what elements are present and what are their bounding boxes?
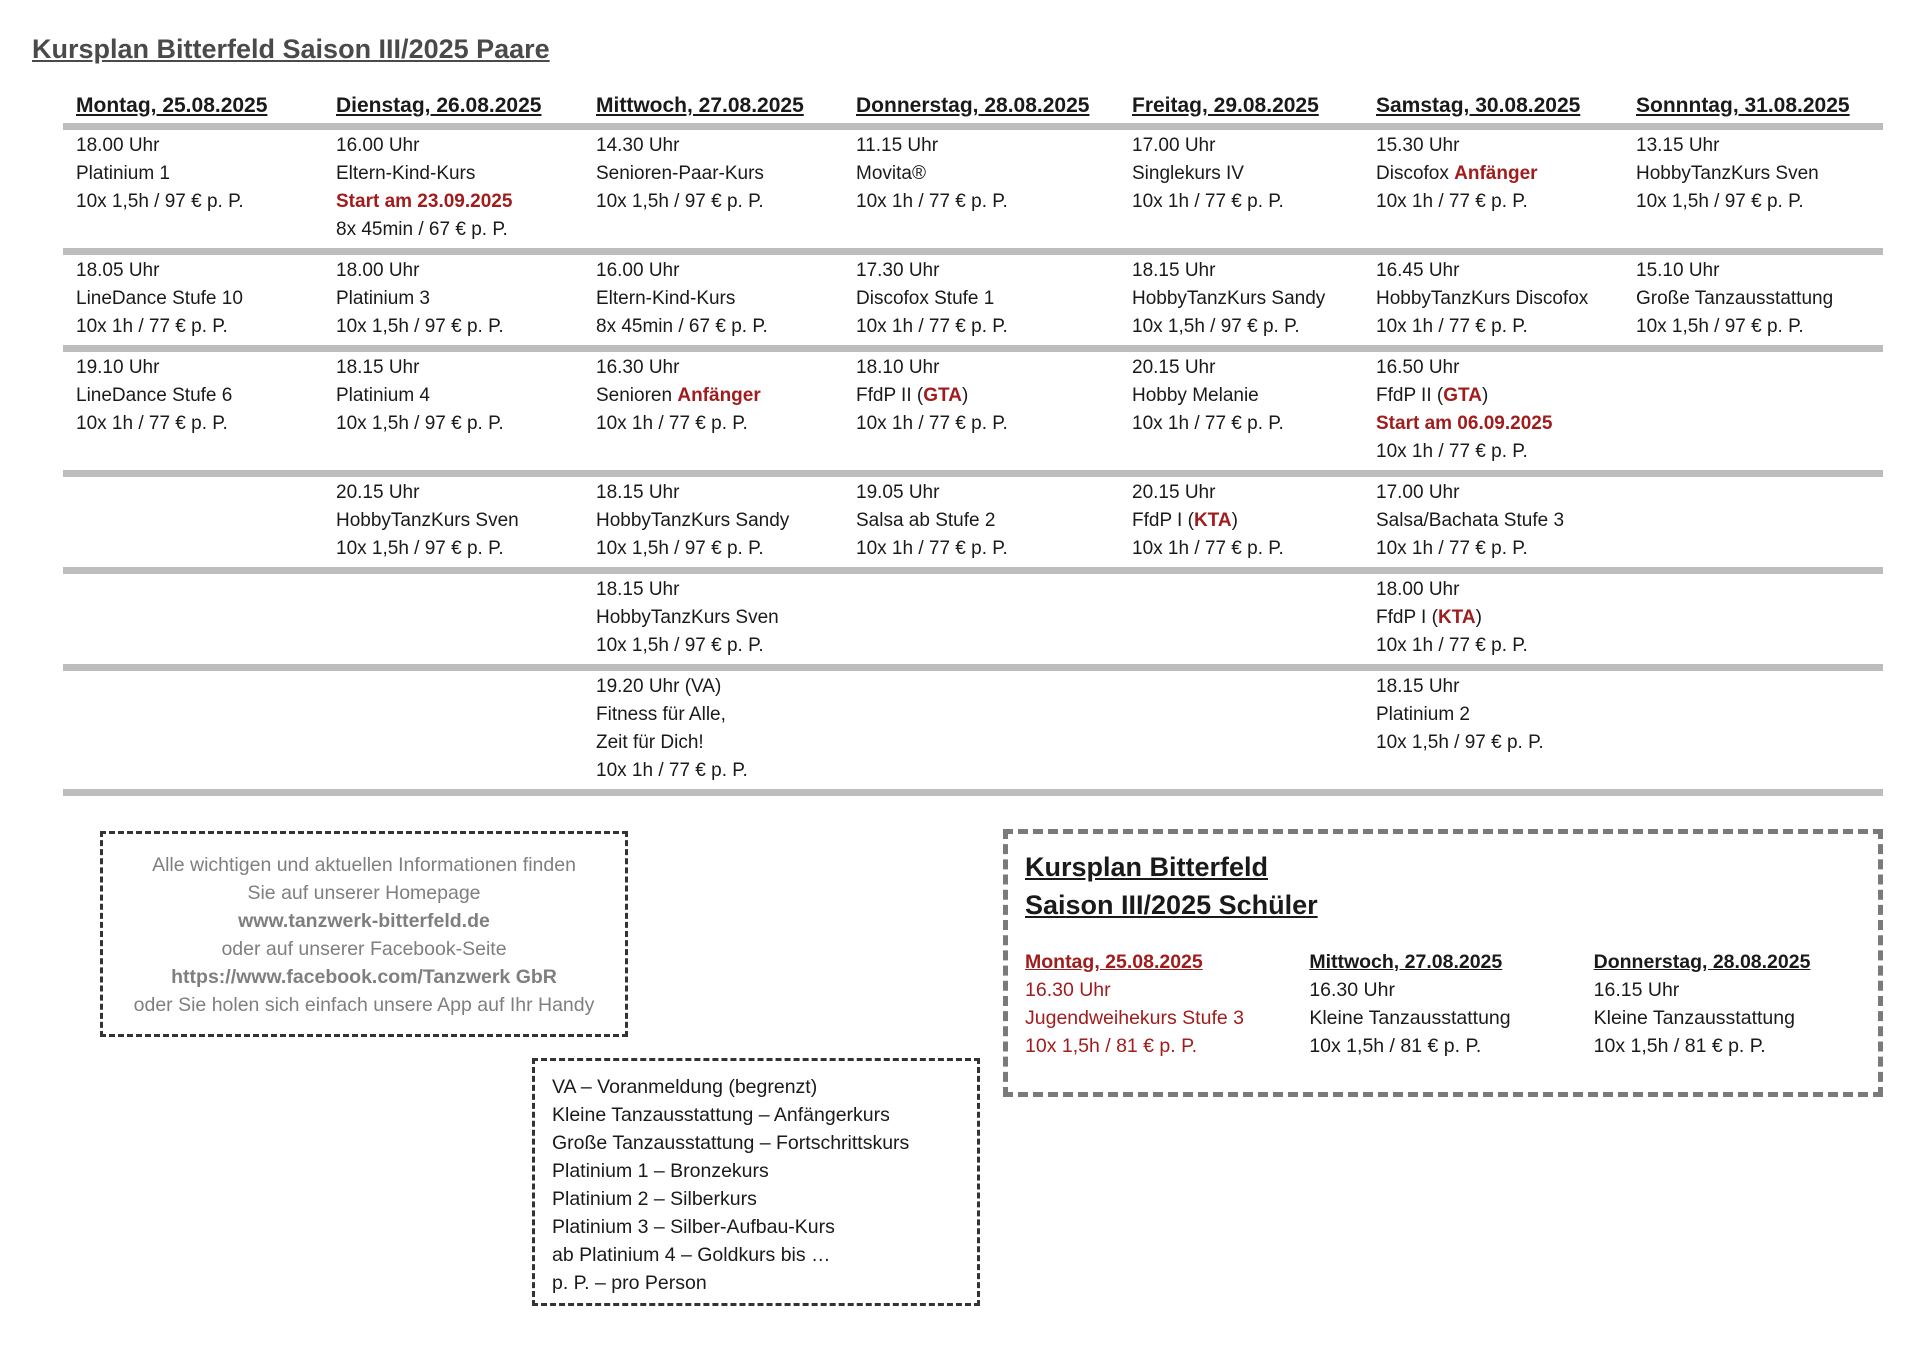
students-course: Jugendweihekurs Stufe 3	[1025, 1007, 1244, 1029]
course-name-part: )	[961, 385, 969, 406]
course-tag: KTA	[1437, 607, 1476, 628]
course-tag: GTA	[1443, 385, 1482, 406]
course-time: 19.05 Uhr	[856, 482, 940, 503]
course-time: 20.15 Uhr	[336, 482, 420, 503]
info-line: Alle wichtigen und aktuellen Informationen finden	[152, 854, 576, 876]
course-details: 10x 1h / 77 € p. P.	[856, 538, 1008, 559]
course-details: 10x 1h / 77 € p. P.	[856, 413, 1008, 434]
course-name	[856, 285, 1119, 313]
course-time: 18.15 Uhr	[596, 579, 680, 600]
course-name-part: HobbyTanzKurs Sven	[1636, 163, 1819, 184]
course-schedule-table	[63, 94, 1883, 796]
course-cell	[843, 474, 1119, 571]
course-name	[336, 507, 583, 535]
course-name-part: Platinium 1	[76, 163, 170, 184]
students-time: 16.30 Uhr	[1309, 979, 1395, 1001]
course-time: 18.15 Uhr	[1132, 260, 1216, 281]
course-cell	[1119, 474, 1363, 571]
students-time: 16.15 Uhr	[1593, 979, 1680, 1001]
students-day-header: Mittwoch, 27.08.2025	[1309, 951, 1503, 973]
course-name-part: Große Tanzausstattung	[1636, 288, 1834, 309]
course-name	[596, 507, 843, 535]
course-cell	[583, 252, 843, 349]
course-name	[1132, 382, 1363, 410]
students-day-header: Montag, 25.08.2025	[1025, 951, 1203, 973]
course-name-part: HobbyTanzKurs Discofox	[1376, 288, 1589, 309]
course-name-part: Fitness für Alle,	[596, 704, 726, 725]
course-cell	[583, 349, 843, 474]
course-time: 20.15 Uhr	[1132, 357, 1216, 378]
day-header: Mittwoch, 27.08.2025	[583, 94, 843, 127]
course-cell	[1119, 571, 1363, 668]
course-cell	[1623, 349, 1883, 474]
schedule-row	[63, 474, 1883, 571]
info-line: Sie auf unserer Homepage	[247, 882, 481, 904]
course-name	[1376, 160, 1623, 188]
course-tag: KTA	[1193, 510, 1232, 531]
course-name-part: Platinium 3	[336, 288, 430, 309]
course-cell	[63, 668, 323, 793]
schedule-row	[63, 668, 1883, 793]
students-details: 10x 1,5h / 81 € p. P.	[1025, 1035, 1198, 1057]
course-name-part: Eltern-Kind-Kurs	[336, 163, 476, 184]
course-details: 10x 1h / 77 € p. P.	[1376, 538, 1528, 559]
course-name-part: Senioren-Paar-Kurs	[596, 163, 764, 184]
course-name	[1376, 285, 1623, 313]
course-name-part: )	[1475, 607, 1482, 628]
course-time: 18.00 Uhr	[76, 135, 160, 156]
course-details: 10x 1h / 77 € p. P.	[1376, 191, 1528, 212]
course-cell	[323, 252, 583, 349]
students-day-header: Donnerstag, 28.08.2025	[1593, 951, 1811, 973]
course-time: 17.30 Uhr	[856, 260, 940, 281]
day-header: Freitag, 29.08.2025	[1119, 94, 1363, 127]
course-cell	[1363, 127, 1623, 252]
course-details: 10x 1,5h / 97 € p. P.	[1636, 191, 1804, 212]
legend-item: Platinium 3 – Silber-Aufbau-Kurs	[552, 1216, 835, 1238]
course-details: 10x 1h / 77 € p. P.	[1376, 635, 1528, 656]
course-name-part: FfdP I (	[1376, 607, 1438, 628]
course-name	[1376, 604, 1623, 632]
course-name-part: )	[1481, 385, 1489, 406]
course-cell	[323, 571, 583, 668]
course-name-part: Discofox Stufe 1	[856, 288, 995, 309]
course-details: 8x 45min / 67 € p. P.	[336, 219, 508, 240]
course-name	[1376, 701, 1623, 729]
schedule-row	[63, 571, 1883, 668]
course-time: 13.15 Uhr	[1636, 135, 1720, 156]
course-time: 16.00 Uhr	[336, 135, 420, 156]
course-time: 16.50 Uhr	[1376, 357, 1460, 378]
course-details: 10x 1,5h / 97 € p. P.	[596, 635, 764, 656]
course-name	[1636, 160, 1883, 188]
course-name	[596, 285, 843, 313]
course-details: 10x 1,5h / 97 € p. P.	[596, 191, 764, 212]
course-name	[1376, 382, 1623, 410]
course-cell	[63, 127, 323, 252]
course-name	[76, 382, 323, 410]
course-name	[336, 160, 583, 188]
day-header-row	[63, 94, 1883, 127]
course-name-part: Singlekurs IV	[1132, 163, 1244, 184]
course-name	[76, 160, 323, 188]
course-details: 10x 1h / 77 € p. P.	[596, 413, 748, 434]
course-name	[596, 604, 843, 632]
course-name	[856, 507, 1119, 535]
course-time: 18.15 Uhr	[336, 357, 420, 378]
info-line: oder Sie holen sich einfach unsere App auf Ihr Handy	[133, 994, 595, 1016]
schedule-row	[63, 252, 1883, 349]
course-cell	[843, 349, 1119, 474]
course-time: 19.10 Uhr	[76, 357, 160, 378]
course-start-note: Start am 23.09.2025	[336, 191, 513, 212]
legend-item: Platinium 2 – Silberkurs	[552, 1188, 757, 1210]
course-details: 10x 1h / 77 € p. P.	[76, 413, 228, 434]
course-name-part: Platinium 4	[336, 385, 430, 406]
course-cell	[843, 127, 1119, 252]
course-cell	[583, 127, 843, 252]
students-column-wednesday	[1309, 948, 1593, 1060]
schedule-row	[63, 127, 1883, 252]
course-start-note: Start am 06.09.2025	[1376, 413, 1553, 434]
course-name	[856, 382, 1119, 410]
students-schedule-box	[1003, 829, 1883, 1097]
course-cell	[63, 252, 323, 349]
course-cell	[583, 668, 843, 793]
website-link[interactable]: www.tanzwerk-bitterfeld.de	[238, 910, 490, 932]
students-time: 16.30 Uhr	[1025, 979, 1111, 1001]
course-name-part: FfdP II (	[856, 385, 924, 406]
course-name	[596, 382, 843, 410]
course-name-part: Movita®	[856, 163, 926, 184]
legend-item: ab Platinium 4 – Goldkurs bis …	[552, 1244, 831, 1266]
course-details: 10x 1,5h / 97 € p. P.	[1636, 316, 1804, 337]
course-name	[1132, 507, 1363, 535]
day-header: Sonnntag, 31.08.2025	[1623, 94, 1883, 127]
course-details: 10x 1,5h / 97 € p. P.	[1376, 732, 1544, 753]
students-column-thursday	[1594, 948, 1878, 1060]
course-details: 10x 1h / 77 € p. P.	[596, 760, 748, 781]
course-details: 10x 1,5h / 97 € p. P.	[76, 191, 244, 212]
day-header: Montag, 25.08.2025	[63, 94, 323, 127]
legend-item: p. P. – pro Person	[552, 1272, 707, 1294]
course-cell	[1623, 668, 1883, 793]
course-time: 17.00 Uhr	[1132, 135, 1216, 156]
course-name-part: HobbyTanzKurs Sandy	[596, 510, 790, 531]
course-details: 10x 1,5h / 97 € p. P.	[596, 538, 764, 559]
course-details: 10x 1,5h / 97 € p. P.	[336, 413, 504, 434]
course-details: 8x 45min / 67 € p. P.	[596, 316, 768, 337]
course-name-part: Discofox	[1376, 163, 1455, 184]
course-name-part: FfdP I (	[1132, 510, 1194, 531]
course-name	[76, 285, 323, 313]
course-name-part: LineDance Stufe 10	[76, 288, 243, 309]
course-cell	[323, 474, 583, 571]
course-details: 10x 1h / 77 € p. P.	[1132, 413, 1284, 434]
course-cell	[323, 127, 583, 252]
day-header: Donnerstag, 28.08.2025	[843, 94, 1119, 127]
course-cell	[583, 474, 843, 571]
course-name-part: FfdP II (	[1376, 385, 1444, 406]
students-columns	[1025, 948, 1878, 1060]
course-name-part: HobbyTanzKurs Sandy	[1132, 288, 1326, 309]
course-time: 15.10 Uhr	[1636, 260, 1720, 281]
legend-item: Große Tanzausstattung – Fortschrittskurs	[552, 1132, 910, 1154]
students-details: 10x 1,5h / 81 € p. P.	[1593, 1035, 1766, 1057]
course-tag: Anfänger	[1454, 163, 1538, 184]
course-name-part: HobbyTanzKurs Sven	[596, 607, 779, 628]
students-title: Kursplan Bitterfeld Saison III/2025 Schüler	[1025, 852, 1318, 920]
schedule-row	[63, 349, 1883, 474]
course-time: 18.10 Uhr	[856, 357, 940, 378]
course-cell	[1623, 474, 1883, 571]
course-time: 15.30 Uhr	[1376, 135, 1460, 156]
course-name	[1132, 285, 1363, 313]
course-cell	[63, 349, 323, 474]
course-name	[596, 701, 843, 729]
course-cell	[1623, 127, 1883, 252]
info-line: oder auf unserer Facebook-Seite	[221, 938, 507, 960]
course-cell	[843, 668, 1119, 793]
course-tag: Anfänger	[677, 385, 761, 406]
course-cell	[1623, 571, 1883, 668]
course-cell	[323, 668, 583, 793]
course-details: 10x 1,5h / 97 € p. P.	[336, 538, 504, 559]
students-details: 10x 1,5h / 81 € p. P.	[1309, 1035, 1482, 1057]
course-cell	[63, 571, 323, 668]
course-time: 11.15 Uhr	[856, 135, 939, 156]
legend-item: Kleine Tanzausstattung – Anfängerkurs	[552, 1104, 890, 1126]
course-details: Zeit für Dich!	[596, 732, 704, 753]
course-details: 10x 1h / 77 € p. P.	[1132, 191, 1284, 212]
facebook-link[interactable]: https://www.facebook.com/Tanzwerk GbR	[171, 966, 557, 988]
course-name	[1376, 507, 1623, 535]
course-name-part: Hobby Melanie	[1132, 385, 1259, 406]
legend-item: Platinium 1 – Bronzekurs	[552, 1160, 769, 1182]
course-name	[596, 160, 843, 188]
course-cell	[1119, 252, 1363, 349]
course-cell	[63, 474, 323, 571]
course-time: 16.45 Uhr	[1376, 260, 1460, 281]
day-header: Dienstag, 26.08.2025	[323, 94, 583, 127]
info-box	[100, 831, 628, 1037]
course-name-part: Salsa/Bachata Stufe 3	[1376, 510, 1565, 531]
course-cell	[323, 349, 583, 474]
course-time: 18.05 Uhr	[76, 260, 160, 281]
course-name	[336, 285, 583, 313]
course-cell	[583, 571, 843, 668]
course-cell	[1363, 252, 1623, 349]
course-details: 10x 1h / 77 € p. P.	[856, 191, 1008, 212]
course-time: 18.00 Uhr	[336, 260, 420, 281]
students-course: Kleine Tanzausstattung	[1309, 1007, 1511, 1029]
course-name-part: Eltern-Kind-Kurs	[596, 288, 736, 309]
course-time: 16.30 Uhr	[596, 357, 680, 378]
course-name	[1636, 285, 1883, 313]
course-cell	[1363, 474, 1623, 571]
course-cell	[1119, 127, 1363, 252]
course-time: 18.15 Uhr	[1376, 676, 1460, 697]
course-details: 10x 1h / 77 € p. P.	[1132, 538, 1284, 559]
course-time: 16.00 Uhr	[596, 260, 680, 281]
course-name-part: LineDance Stufe 6	[76, 385, 233, 406]
course-time: 17.00 Uhr	[1376, 482, 1460, 503]
course-name-part: Senioren	[596, 385, 678, 406]
course-name-part: HobbyTanzKurs Sven	[336, 510, 519, 531]
course-name	[336, 382, 583, 410]
day-header: Samstag, 30.08.2025	[1363, 94, 1623, 127]
course-time: 18.00 Uhr	[1376, 579, 1460, 600]
students-column-monday	[1025, 948, 1309, 1060]
course-cell	[843, 571, 1119, 668]
course-details: 10x 1h / 77 € p. P.	[856, 316, 1008, 337]
course-name	[856, 160, 1119, 188]
course-name-part: Platinium 2	[1376, 704, 1470, 725]
course-cell	[1363, 571, 1623, 668]
course-time: 18.15 Uhr	[596, 482, 680, 503]
course-cell	[1119, 668, 1363, 793]
course-cell	[1363, 349, 1623, 474]
course-name	[1132, 160, 1363, 188]
course-time: 19.20 Uhr (VA)	[596, 676, 722, 697]
course-details: 10x 1h / 77 € p. P.	[1376, 316, 1528, 337]
course-cell	[1119, 349, 1363, 474]
course-details: 10x 1h / 77 € p. P.	[76, 316, 228, 337]
course-time: 14.30 Uhr	[596, 135, 680, 156]
course-cell	[843, 252, 1119, 349]
schedule-body	[63, 127, 1883, 793]
legend-box	[532, 1058, 980, 1306]
course-details: 10x 1,5h / 97 € p. P.	[1132, 316, 1300, 337]
course-time: 20.15 Uhr	[1132, 482, 1216, 503]
course-tag: GTA	[923, 385, 962, 406]
course-details: 10x 1,5h / 97 € p. P.	[336, 316, 504, 337]
course-name-part: Salsa ab Stufe 2	[856, 510, 996, 531]
students-course: Kleine Tanzausstattung	[1593, 1007, 1795, 1029]
page-title: Kursplan Bitterfeld Saison III/2025 Paare	[32, 34, 550, 64]
course-cell	[1363, 668, 1623, 793]
course-name-part: )	[1231, 510, 1238, 531]
course-cell	[1623, 252, 1883, 349]
course-details: 10x 1h / 77 € p. P.	[1376, 441, 1528, 462]
legend-item: VA – Voranmeldung (begrenzt)	[552, 1076, 818, 1098]
